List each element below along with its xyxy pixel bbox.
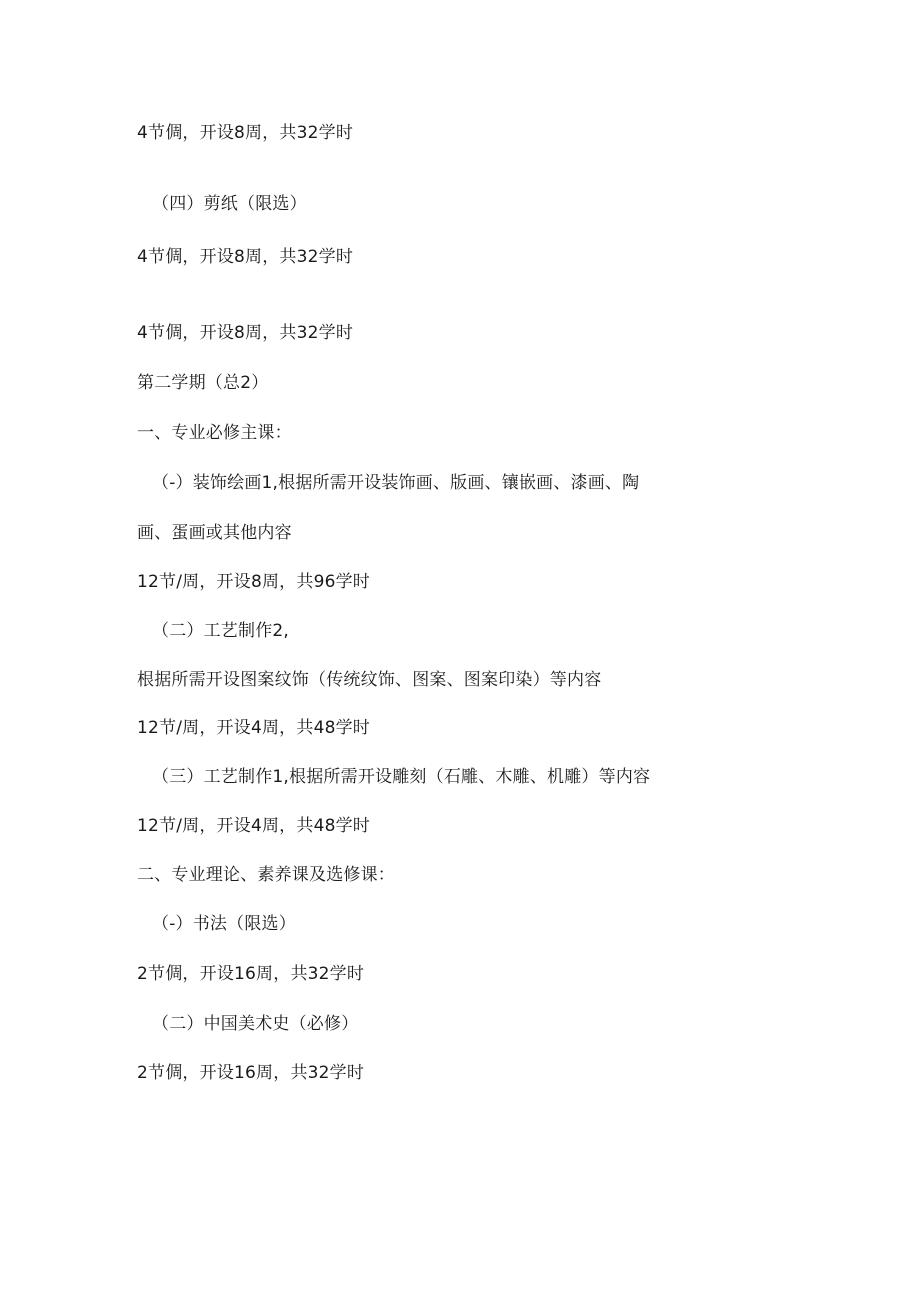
hours-line: 2节倜，开设16周，共32学时 [137,1063,365,1083]
course-heading: （四）剪纸（限选） [152,194,307,214]
course-description: 根据所需开设图案纹饰（传统纹饰、图案、图案印染）等内容 [137,670,602,690]
hours-line: 12节/周，开设4周，共48学时 [137,718,371,738]
section-heading: 一、专业必修主课： [137,423,292,443]
hours-line: 12节/周，开设8周，共96学时 [137,572,371,592]
course-heading: （二）工艺制作2, [152,621,290,641]
course-heading: （三）工艺制作1,根据所需开设雕刻（石雕、木雕、机雕）等内容 [152,767,651,787]
hours-line: 2节倜，开设16周，共32学时 [137,964,365,984]
hours-line: 4节倜，开设8周，共32学时 [137,247,354,267]
hours-line: 4节倜，开设8周，共32学时 [137,323,354,343]
course-description: 画、蛋画或其他内容 [137,523,292,543]
semester-heading: 第二学期（总2） [137,373,269,393]
hours-line: 12节/周，开设4周，共48学时 [137,816,371,836]
hours-line: 4节倜，开设8周，共32学时 [137,123,354,143]
course-heading: （二）中国美术史（必修） [152,1014,359,1034]
course-heading: （-）书法（限选） [152,914,296,934]
section-heading: 二、专业理论、素养课及选修课： [137,865,395,885]
course-heading: （-）装饰绘画1,根据所需开设装饰画、版画、镶嵌画、漆画、陶 [152,473,640,493]
